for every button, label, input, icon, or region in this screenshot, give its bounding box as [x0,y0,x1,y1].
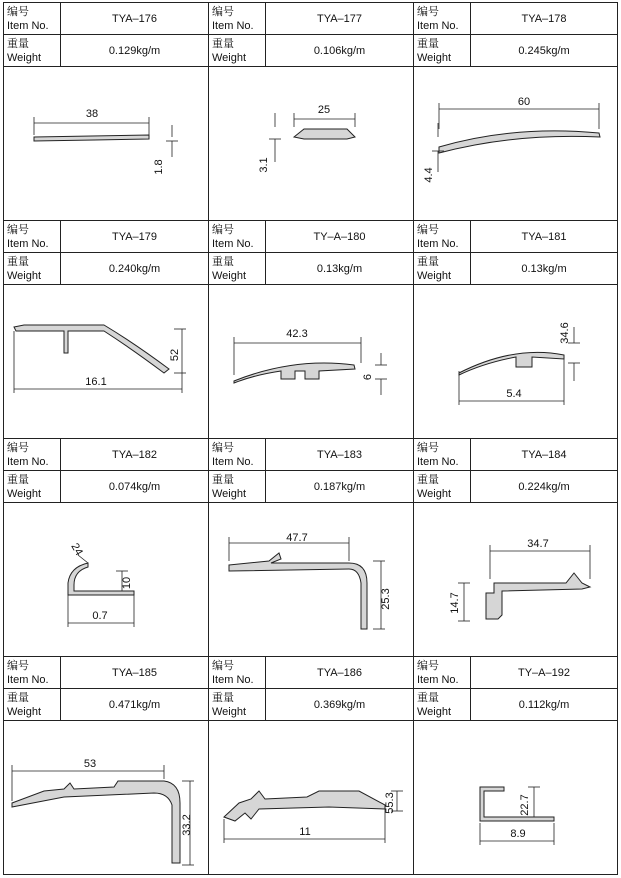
item-no-label-cn: 编号 [7,6,29,18]
weight-label [414,253,471,285]
dimension-label: 60 [517,96,531,108]
item-no-label [4,221,61,253]
item-no-value: TYA–184 [521,448,567,461]
item-no-label-cn: 编号 [212,224,234,236]
weight-label-en: Weight [7,706,42,718]
weight-label-cn: 重量 [212,692,234,704]
arched-clip-profile-icon [209,285,413,438]
item-no-value: TYA–186 [316,666,363,679]
weight-label-en: Weight [417,706,452,718]
dimension-label: 5.4 [506,388,522,400]
dimension-label: 47.7 [286,532,308,544]
weight-label [414,689,471,721]
weight-label [209,253,266,285]
item-no-value-cell [61,439,209,471]
stair-nosing-profile-icon [209,503,413,656]
profile-outline [459,352,564,375]
weight-value: 0.074kg/m [108,480,161,493]
item-no-label-cn: 编号 [7,442,29,454]
product-grid [4,3,617,874]
large-nosing-profile-icon [4,721,208,873]
dimension-label: 0.7 [92,610,108,622]
weight-value-cell [266,35,414,67]
item-no-value: TYA–181 [521,230,567,243]
weight-label [209,35,266,67]
profile-drawing-cell [414,67,617,221]
weight-label-en: Weight [212,488,247,500]
dimension-label: 25 [317,104,331,116]
item-no-label-en: Item No. [417,238,459,250]
item-no-value: TYA–185 [111,666,158,679]
arched-strip-profile-icon [414,285,616,438]
item-no-label [4,439,61,471]
ramp-profile-icon [4,285,208,438]
profile-drawing-cell [209,503,414,657]
item-no-value-cell [61,3,209,35]
item-no-value-cell [266,221,414,253]
dimension-label: 14.7 [449,592,461,614]
item-no-label-en: Item No. [7,674,49,686]
weight-value: 0.245kg/m [518,44,570,57]
weight-value-cell [61,471,209,503]
profile-outline [486,573,590,619]
beveled-strip-profile-icon [209,67,413,220]
threshold-profile-icon [209,721,413,873]
dimension-label: 10 [121,576,133,590]
flat-strip-profile-icon [4,67,208,220]
weight-value: 0.13kg/m [316,262,363,275]
item-no-label-en: Item No. [417,20,459,32]
profile-drawing-cell [414,721,617,874]
item-no-label-cn: 编号 [417,442,439,454]
weight-value: 0.471kg/m [108,698,161,711]
weight-label-cn: 重量 [212,38,234,50]
weight-value-cell [61,35,209,67]
corner-trim-profile-icon [4,503,208,656]
profile-outline [229,553,367,629]
weight-value-cell [266,253,414,285]
profile-outline [234,363,355,383]
item-no-value-cell [471,221,617,253]
weight-label-en: Weight [7,488,42,500]
weight-value-cell [471,471,617,503]
item-no-label-en: Item No. [417,456,459,468]
weight-value: 0.369kg/m [313,698,366,711]
profile-outline [224,791,385,821]
item-no-label-cn: 编号 [212,6,234,18]
profile-drawing-cell [209,721,414,874]
weight-label-cn: 重量 [417,38,439,50]
profile-drawing-cell [4,285,209,439]
item-no-label-cn: 编号 [417,6,439,18]
weight-label [4,689,61,721]
l-nosing-profile-icon [414,503,616,656]
dimension-label: 1.8 [153,159,165,175]
weight-label-cn: 重量 [7,474,29,486]
dimension-label: 55.3 [384,792,396,814]
weight-value-cell [266,689,414,721]
weight-label-cn: 重量 [212,256,234,268]
weight-value: 0.224kg/m [518,480,570,493]
profile-drawing-cell [414,285,617,439]
z-edge-profile-icon [414,721,616,873]
item-no-label-en: Item No. [417,674,459,686]
item-no-label-cn: 编号 [417,660,439,672]
weight-value-cell [471,35,617,67]
item-no-label-cn: 编号 [417,224,439,236]
weight-value: 0.240kg/m [108,262,161,275]
weight-label-en: Weight [417,270,452,282]
item-no-value: TYA–182 [111,448,158,461]
weight-label [414,471,471,503]
profile-drawing-cell [414,503,617,657]
dimension-label: 34.6 [559,322,571,344]
item-no-label [4,657,61,689]
weight-label-cn: 重量 [212,474,234,486]
item-no-value: TY–A–192 [518,666,570,679]
item-no-label-cn: 编号 [7,660,29,672]
dimension-label: 53 [83,758,97,770]
dimension-label: 22.7 [519,794,531,816]
item-no-value: TYA–178 [521,12,567,25]
item-no-label [209,657,266,689]
dimension-label: 8.9 [510,828,526,840]
item-no-value: TY–A–180 [313,230,366,243]
dimension-label: 34.7 [527,538,549,550]
item-no-label [209,221,266,253]
dimension-label: 4.4 [423,167,435,183]
item-no-label [4,3,61,35]
item-no-label-en: Item No. [7,456,49,468]
item-no-label-en: Item No. [7,238,49,250]
item-no-label-en: Item No. [212,674,254,686]
item-no-value: TYA–179 [111,230,158,243]
item-no-value-cell [266,3,414,35]
item-no-label-en: Item No. [212,238,254,250]
weight-label [414,35,471,67]
weight-label [209,471,266,503]
weight-value: 0.112kg/m [518,698,570,711]
weight-label [4,253,61,285]
weight-value-cell [471,689,617,721]
weight-label-en: Weight [7,270,42,282]
weight-value-cell [61,689,209,721]
item-no-value: TYA–177 [316,12,363,25]
weight-label-cn: 重量 [7,38,29,50]
dimension-label: 52 [169,348,181,362]
item-no-value: TYA–176 [111,12,158,25]
weight-value: 0.13kg/m [521,262,567,275]
profile-drawing-cell [4,503,209,657]
profile-drawing-cell [209,67,414,221]
weight-value-cell [266,471,414,503]
dimension-label: 42.3 [286,328,308,340]
profile-outline [480,787,554,821]
item-no-value-cell [471,3,617,35]
item-no-label-en: Item No. [212,20,254,32]
dimension-label: 33.2 [181,814,193,836]
profile-outline [12,781,180,863]
weight-label-cn: 重量 [417,256,439,268]
dimension-label: 25.3 [380,588,392,610]
weight-label-en: Weight [417,488,452,500]
weight-label [4,35,61,67]
weight-label-cn: 重量 [7,692,29,704]
item-no-value-cell [266,439,414,471]
dimension-label: 3.1 [258,157,270,173]
item-no-label [414,221,471,253]
item-no-value-cell [61,221,209,253]
item-no-label-cn: 编号 [212,660,234,672]
dimension-label: 16.1 [85,376,107,388]
weight-label [4,471,61,503]
item-no-label-en: Item No. [212,456,254,468]
item-no-value-cell [471,657,617,689]
item-no-value-cell [266,657,414,689]
item-no-label [209,3,266,35]
profile-outline [34,135,149,141]
profile-drawing-cell [4,67,209,221]
dimension-label: 38 [85,108,99,120]
weight-value: 0.106kg/m [313,44,366,57]
product-catalog-sheet [3,2,618,875]
weight-label-en: Weight [212,706,247,718]
profile-outline [294,129,355,139]
item-no-label [414,439,471,471]
profile-outline [439,131,600,153]
weight-label-cn: 重量 [417,692,439,704]
profile-outline [14,325,169,373]
weight-value-cell [61,253,209,285]
item-no-label [414,657,471,689]
item-no-value-cell [61,657,209,689]
weight-value-cell [471,253,617,285]
curved-strip-profile-icon [414,67,616,220]
item-no-label [414,3,471,35]
item-no-label-en: Item No. [7,20,49,32]
weight-label-en: Weight [7,52,42,64]
item-no-label-cn: 编号 [212,442,234,454]
item-no-value-cell [471,439,617,471]
weight-label [209,689,266,721]
dimension-label: 24 [68,541,85,558]
weight-label-en: Weight [212,52,247,64]
item-no-label-cn: 编号 [7,224,29,236]
weight-label-cn: 重量 [417,474,439,486]
item-no-value: TYA–183 [316,448,363,461]
profile-drawing-cell [4,721,209,874]
weight-label-en: Weight [212,270,247,282]
dimension-label: 11 [299,826,311,838]
dimension-line [78,555,88,563]
dimension-label: 6 [362,373,374,381]
weight-value: 0.187kg/m [313,480,366,493]
weight-value: 0.129kg/m [108,44,161,57]
profile-drawing-cell [209,285,414,439]
weight-label-cn: 重量 [7,256,29,268]
weight-label-en: Weight [417,52,452,64]
item-no-label [209,439,266,471]
